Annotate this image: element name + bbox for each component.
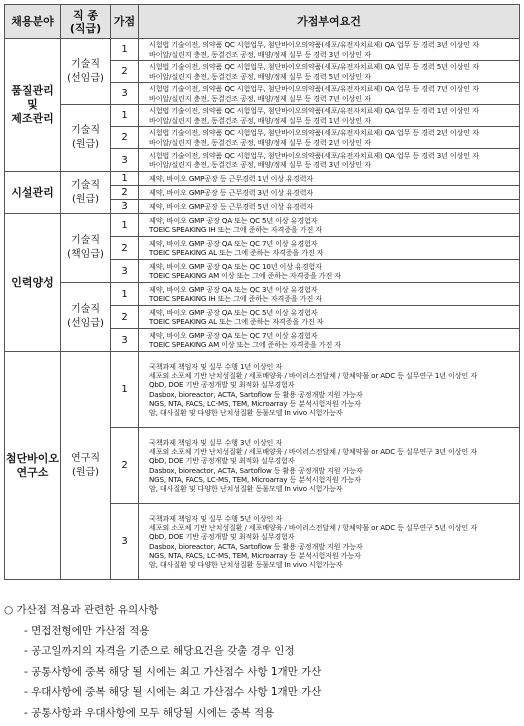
requirement-item: • TOEIC SPEAKING AL 또는 그에 준하는 자격증을 가진 자 [149, 317, 517, 326]
field-name: 시설관리 [5, 172, 61, 214]
bonus-point: 2 [111, 186, 139, 200]
field-name: 첨단바이오 연구소 [5, 352, 61, 580]
requirements-list [149, 285, 517, 304]
table-row [5, 105, 520, 127]
requirement-item: • 암, 대사질환 및 다양한 난치성질환 동물모델 In vivo 시험가능자 [149, 484, 517, 493]
bonus-points-table [4, 4, 520, 580]
requirement-item: • Dasbox, bioreactor, ACTA, Sartoflow 등 활용 공정개발 지원 가능자 [149, 466, 517, 475]
requirements-list [149, 262, 517, 281]
requirements-list [149, 62, 517, 81]
bonus-point: 2 [111, 428, 139, 504]
bonus-point: 3 [111, 200, 139, 214]
requirements-list [149, 128, 517, 147]
requirements-cell [139, 329, 520, 352]
requirements-cell [139, 172, 520, 186]
requirements-cell [139, 260, 520, 283]
requirements-cell [139, 428, 520, 504]
requirement-item: • 바이알/실린지 충전, 동결건조 공정, 배양/정제 실무 등 경력 7년 이상인 자 [149, 94, 517, 103]
requirement-item: • 제약, 바이오 GMP 공장 QA 또는 QC 7년 이상 유경험자 [149, 239, 517, 248]
note-item: - 공고일까지의 자격을 기준으로 해당요건을 갖출 경우 인정 [24, 645, 295, 657]
requirements-list [149, 188, 517, 197]
requirements-cell [139, 306, 520, 329]
job-grade: 기술직 (선임급) [61, 283, 111, 352]
header-field: 채용분야 [5, 5, 61, 39]
bonus-point: 1 [111, 352, 139, 428]
requirements-cell [139, 61, 520, 83]
requirement-item: • 바이알/실린지 충전, 동결건조 공정, 배양/정제 실무 등 경력 2년 이상인 자 [149, 138, 517, 147]
requirements-cell [139, 504, 520, 580]
requirement-item: • 제약, 바이오 GMP공장 등 근무경력 5년 이상 유경력자 [149, 202, 517, 211]
bonus-point: 3 [111, 260, 139, 283]
table-row [5, 172, 520, 186]
requirements-cell [139, 237, 520, 260]
requirement-item: • NGS, NTA, FACS, LC-MS, TEM, Microarray 등 분석시험지원 가능자 [149, 399, 517, 408]
requirements-list [149, 308, 517, 327]
requirements-list [149, 514, 517, 570]
requirements-list [149, 202, 517, 211]
requirements-list [149, 438, 517, 494]
requirements-list [149, 174, 517, 183]
requirement-item: • TOEIC SPEAKING AL 또는 그에 준하는 자격증을 가진 자 [149, 248, 517, 257]
notes-section [4, 600, 519, 723]
requirement-item: • 제약, 바이오 GMP 공장 QA 또는 QC 5년 이상 유경험자 [149, 308, 517, 317]
bonus-point: 2 [111, 237, 139, 260]
header-points: 가점 [111, 5, 139, 39]
requirements-list [149, 239, 517, 258]
requirement-item: • 제약, 바이오 GMP 공장 QA 또는 QC 5년 이상 유경험자 [149, 216, 517, 225]
requirements-cell [139, 283, 520, 306]
requirements-list [149, 216, 517, 235]
note-item: - 면접전형에만 가산점 적용 [24, 624, 150, 637]
requirement-item: • 국책과제 책임자 및 실무 수행 1년 이상인 자 [149, 362, 517, 371]
requirement-item: • 바이알/실린지 충전, 동결건조 공정, 배양/정제 실무 등 경력 3년 이상인 자 [149, 50, 517, 59]
requirement-item: • 바이알/실린지 충전, 동결건조 공정, 배양/정제 실무 등 경력 5년 이상인 자 [149, 72, 517, 81]
header-requirements: 가점부여요건 [139, 5, 520, 39]
header-job: 직 종 (직급) [61, 5, 111, 39]
requirement-item: • 세포외 소포체 기반 난치성질환 / 세포배양육 / 바이러스전달체 / 항체약물 or ADC 등 실무연구 3년 이상인 자 [149, 447, 517, 456]
table-header-row [5, 5, 520, 39]
job-grade: 기술직 (원급) [61, 105, 111, 172]
requirement-item: • Dasbox, bioreactor, ACTA, Sartoflow 등 활용 공정개발 지원 가능자 [149, 390, 517, 399]
job-grade: 연구직 (원급) [61, 352, 111, 580]
table-row [5, 214, 520, 237]
requirement-item: • 제약, 바이오 GMP 공장 QA 또는 QC 10년 이상 유경험자 [149, 262, 517, 271]
bonus-point: 1 [111, 283, 139, 306]
requirements-cell [139, 127, 520, 149]
field-name: 인력양성 [5, 214, 61, 352]
bonus-point: 1 [111, 214, 139, 237]
requirements-list [149, 331, 517, 350]
requirement-item: • 시험법 기술이전, 의약품 QC 시험업무, 첨단바이오의약품(세포/유전자치료제) QA 업무 등 경력 5년 이상인 자 [149, 62, 517, 71]
requirement-item: • TOEIC SPEAKING AM 이상 또는 그에 준하는 자격증을 가진 자 [149, 271, 517, 280]
bonus-point: 1 [111, 172, 139, 186]
requirements-list [149, 40, 517, 59]
requirement-item: • NGS, NTA, FACS, LC-MS, TEM, Microarray 등 분석시험지원 가능자 [149, 551, 517, 560]
bonus-point: 3 [111, 149, 139, 172]
bonus-point: 2 [111, 61, 139, 83]
requirement-item: • TOEIC SPEAKING IH 또는 그에 준하는 자격증을 가진 자 [149, 294, 517, 303]
requirements-cell [139, 105, 520, 127]
requirements-list [149, 106, 517, 125]
requirements-cell [139, 200, 520, 214]
job-grade: 기술직 (원급) [61, 172, 111, 214]
requirement-item: • TOEIC SPEAKING IH 또는 그에 준하는 자격증을 가진 자 [149, 225, 517, 234]
bonus-point: 1 [111, 105, 139, 127]
requirement-item: • 시험법 기술이전, 의약품 QC 시험업무, 첨단바이오의약품(세포/유전자치료제) QA 업무 등 경력 2년 이상인 자 [149, 128, 517, 137]
requirements-cell [139, 352, 520, 428]
requirement-item: • 시험법 기술이전, 의약품 QC 시험업무, 첨단바이오의약품(세포/유전자치료제) QA 업무 등 경력 7년 이상인 자 [149, 84, 517, 93]
job-grade: 기술직 (선임급) [61, 39, 111, 105]
requirement-item: • Dasbox, bioreactor, ACTA, Sartoflow 등 활용 공정개발 지원 가능자 [149, 542, 517, 551]
note-item: - 공통사항에 중복 해당 될 시에는 최고 가산점수 사항 1개만 가산 [24, 665, 322, 678]
bonus-point: 2 [111, 127, 139, 149]
requirement-item: • 암, 대사질환 및 다양한 난치성질환 동물모델 In vivo 시험가능자 [149, 560, 517, 569]
requirement-item: • 시험법 기술이전, 의약품 QC 시험업무, 첨단바이오의약품(세포/유전자치료제) QA 업무 등 경력 3년 이상인 자 [149, 40, 517, 49]
requirement-item: • 바이알/실린지 충전, 동결건조 공정, 배양/정제 실무 등 경력 3년 이상인 자 [149, 160, 517, 169]
requirements-cell [139, 149, 520, 172]
requirement-item: • 제약, 바이오 GMP공장 등 근무경력 3년 이상 유경력자 [149, 188, 517, 197]
requirements-cell [139, 186, 520, 200]
requirement-item: • NGS, NTA, FACS, LC-MS, TEM, Microarray 등 분석시험지원 가능자 [149, 475, 517, 484]
note-item: - 우대사항에 중복 해당 될 시에는 최고 가산점수 사항 1개만 가산 [24, 686, 322, 698]
bonus-point: 3 [111, 329, 139, 352]
requirement-item: • 암, 대사질환 및 다양한 난치성질환 동물모델 In vivo 시험가능자 [149, 408, 517, 417]
requirements-list [149, 84, 517, 103]
requirement-item: • QbD, DOE 기반 공정개발 및 최적화 실무경험자 [149, 380, 517, 389]
requirement-item: • 제약, 바이오 GMP 공장 QA 또는 QC 3년 이상 유경험자 [149, 285, 517, 294]
bonus-point: 2 [111, 306, 139, 329]
field-name: 품질관리 및 제조관리 [5, 39, 61, 172]
bonus-point: 3 [111, 504, 139, 580]
requirements-list [149, 362, 517, 418]
requirement-item: • TOEIC SPEAKING AM 이상 또는 그에 준하는 자격증을 가진 자 [149, 340, 517, 349]
requirement-item: • 제약, 바이오 GMP공장 등 근무경력 1년 이상 유경력자 [149, 174, 517, 183]
table-row [5, 283, 520, 306]
note-item: - 공통사항과 우대사항에 모두 해당될 시에는 중복 적용 [24, 706, 275, 719]
bonus-point: 1 [111, 39, 139, 61]
requirements-cell [139, 83, 520, 105]
notes-title: ○ 가산점 적용과 관련한 유의사항 [4, 604, 159, 616]
requirements-cell [139, 39, 520, 61]
requirement-item: • 시험법 기술이전, 의약품 QC 시험업무, 첨단바이오의약품(세포/유전자치료제) QA 업무 등 경력 1년 이상인 자 [149, 106, 517, 115]
job-grade: 기술직 (책임급) [61, 214, 111, 283]
requirement-item: • 세포외 소포체 기반 난치성질환 / 세포배양육 / 바이러스전달체 / 항체약물 or ADC 등 실무연구 1년 이상인 자 [149, 371, 517, 380]
requirement-item: • 바이알/실린지 충전, 동결건조 공정, 배양/정제 실무 등 경력 1년 이상인 자 [149, 116, 517, 125]
requirement-item: • 국책과제 책임자 및 실무 수행 3년 이상인 자 [149, 438, 517, 447]
table-row [5, 39, 520, 61]
requirement-item: • 제약, 바이오 GMP 공장 QA 또는 QC 7년 이상 유경험자 [149, 331, 517, 340]
requirement-item: • 시험법 기술이전, 의약품 QC 시험업무, 첨단바이오의약품(세포/유전자치료제) QA 업무 등 경력 3년 이상인 자 [149, 151, 517, 160]
requirement-item: • QbD, DOE 기반 공정개발 및 최적화 실무경험자 [149, 532, 517, 541]
requirements-cell [139, 214, 520, 237]
requirement-item: • 세포외 소포체 기반 난치성질환 / 세포배양육 / 바이러스전달체 / 항체약물 or ADC 등 실무연구 5년 이상인 자 [149, 523, 517, 532]
table-row [5, 352, 520, 428]
requirements-list [149, 151, 517, 170]
requirement-item: • QbD, DOE 기반 공정개발 및 최적화 실무경험자 [149, 456, 517, 465]
bonus-point: 3 [111, 83, 139, 105]
requirement-item: • 국책과제 책임자 및 실무 수행 5년 이상인 자 [149, 514, 517, 523]
